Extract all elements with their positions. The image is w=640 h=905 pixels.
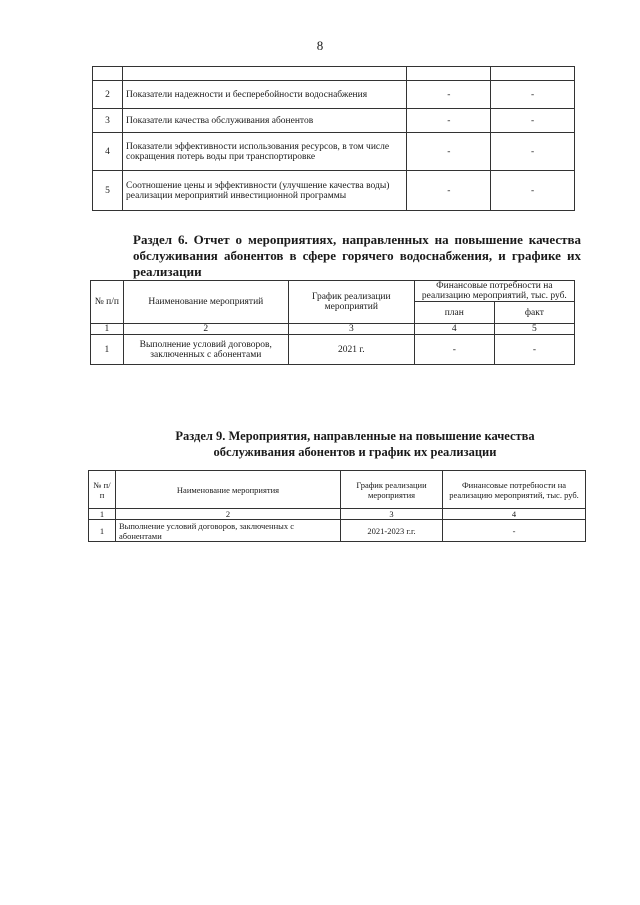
row-number: 4 xyxy=(93,133,123,171)
index-cell: 3 xyxy=(288,324,414,335)
indicator-name: Показатели качества обслуживания абонентов xyxy=(122,109,406,133)
indicator-name: Показатели надежности и бесперебойности водоснабжения xyxy=(122,81,406,109)
row-number: 1 xyxy=(91,335,124,365)
indicator-value: - xyxy=(491,81,575,109)
indicator-value: - xyxy=(491,109,575,133)
event-finance: - xyxy=(443,520,586,542)
indicators-table xyxy=(92,66,575,211)
index-cell: 2 xyxy=(123,324,288,335)
event-fact: - xyxy=(494,335,574,365)
table-cell xyxy=(407,67,491,81)
row-number: 1 xyxy=(89,520,116,542)
section-9-heading-line1: Раздел 9. Мероприятия, направленные на повышение качества xyxy=(175,429,535,443)
row-number: 5 xyxy=(93,171,123,211)
page-number: 8 xyxy=(316,38,324,53)
indicator-value: - xyxy=(407,81,491,109)
table-cell xyxy=(122,67,406,81)
indicator-name: Соотношение цены и эффективности (улучшение качества воды) реализации мероприятий инвестиционной программы xyxy=(122,171,406,211)
indicator-value: - xyxy=(491,133,575,171)
row-number: 3 xyxy=(93,109,123,133)
index-cell: 1 xyxy=(89,509,116,520)
header-name: Наименование мероприятий xyxy=(123,281,288,324)
index-cell: 5 xyxy=(494,324,574,335)
table-row xyxy=(93,67,575,81)
indicator-value: - xyxy=(407,171,491,211)
table-header-row xyxy=(89,471,586,509)
header-num: № п/п xyxy=(91,281,124,324)
section-6-heading-text: Раздел 6. Отчет о мероприятиях, направленных на повышение качества обслуживания абонентов в сфере горячего водоснабжения, и графике их реализации xyxy=(133,232,581,279)
table-row xyxy=(93,171,575,211)
table-row xyxy=(93,109,575,133)
index-cell: 1 xyxy=(91,324,124,335)
section-9-heading-line2: обслуживания абонентов и график их реализации xyxy=(213,445,497,459)
event-name: Выполнение условий договоров, заключенных с абонентами xyxy=(116,520,341,542)
section-9-table xyxy=(88,470,586,542)
table-row xyxy=(91,335,575,365)
event-schedule: 2021-2023 г.г. xyxy=(341,520,443,542)
table-row xyxy=(89,520,586,542)
indicator-value: - xyxy=(491,171,575,211)
table-index-row xyxy=(91,324,575,335)
event-schedule: 2021 г. xyxy=(288,335,414,365)
table-index-row xyxy=(89,509,586,520)
section-9-heading xyxy=(120,428,590,460)
header-name: Наименование мероприятия xyxy=(116,471,341,509)
index-cell: 4 xyxy=(414,324,494,335)
indicator-name: Показатели эффективности использования ресурсов, в том числе сокращения потерь воды при транспортировке xyxy=(122,133,406,171)
table-row xyxy=(93,133,575,171)
header-fact: факт xyxy=(494,302,574,324)
index-cell: 3 xyxy=(341,509,443,520)
section-6-table xyxy=(90,280,575,365)
table-row xyxy=(93,81,575,109)
header-schedule: График реализации мероприятия xyxy=(341,471,443,509)
section-6-heading xyxy=(97,232,581,280)
header-schedule: График реализации мероприятий xyxy=(288,281,414,324)
index-cell: 4 xyxy=(443,509,586,520)
header-num: № п/п xyxy=(89,471,116,509)
header-plan: план xyxy=(414,302,494,324)
indicator-value: - xyxy=(407,133,491,171)
table-cell xyxy=(93,67,123,81)
table-cell xyxy=(491,67,575,81)
row-number: 2 xyxy=(93,81,123,109)
header-finance: Финансовые потребности на реализацию мероприятий, тыс. руб. xyxy=(414,281,574,302)
event-name: Выполнение условий договоров, заключенных с абонентами xyxy=(123,335,288,365)
header-finance: Финансовые потребности на реализацию мероприятий, тыс. руб. xyxy=(443,471,586,509)
index-cell: 2 xyxy=(116,509,341,520)
indicator-value: - xyxy=(407,109,491,133)
event-plan: - xyxy=(414,335,494,365)
table-header-row xyxy=(91,281,575,302)
